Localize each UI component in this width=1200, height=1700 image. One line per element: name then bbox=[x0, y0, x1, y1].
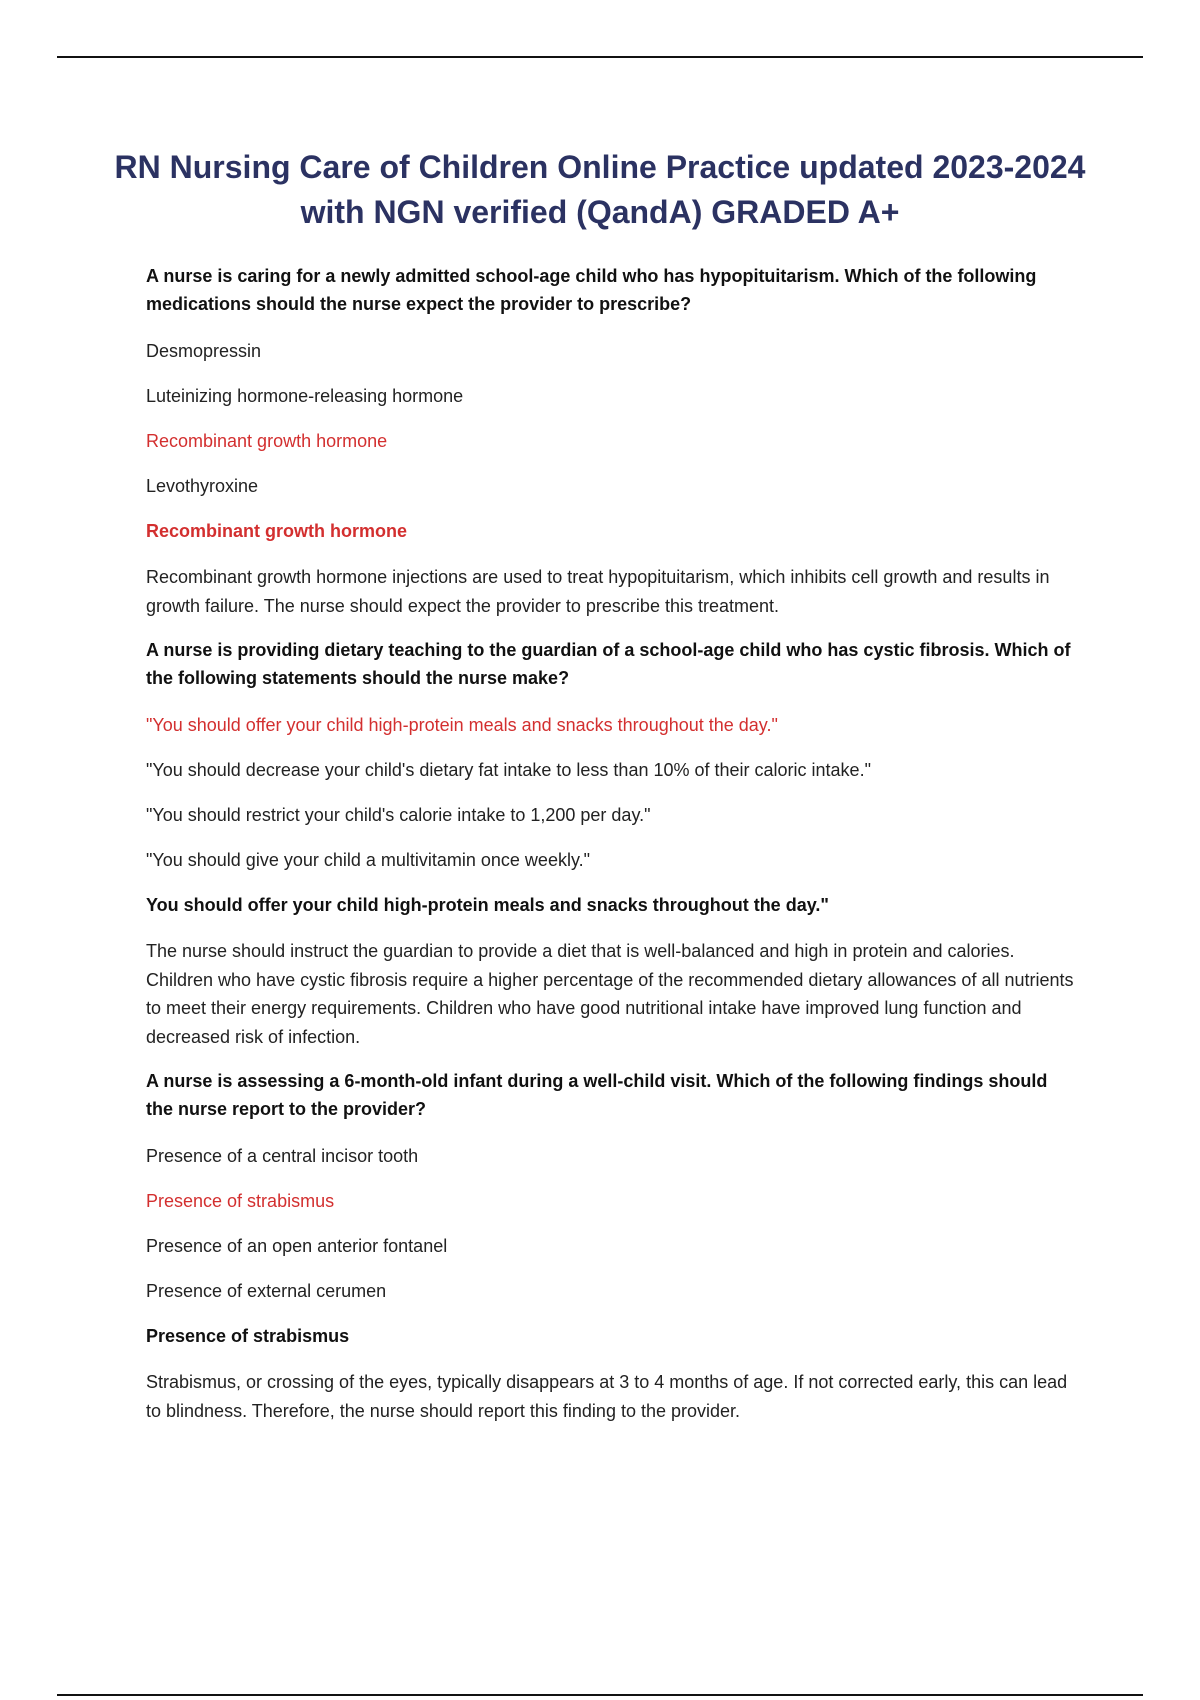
rationale-text: Recombinant growth hormone injections are used to treat hypopituitarism, which inhibits cell growth and results in growth failure. The nurse should expect the provider to prescribe this treatment. bbox=[146, 567, 1050, 616]
question-block-3 bbox=[146, 1067, 1076, 1425]
answer-option: Presence of external cerumen bbox=[146, 1281, 387, 1301]
correct-answer: Recombinant growth hormone bbox=[146, 521, 407, 541]
answer-option: "You should give your child a multivitamin once weekly." bbox=[146, 850, 591, 870]
bottom-rule bbox=[57, 1694, 1143, 1696]
answer-option: Desmopressin bbox=[146, 341, 262, 361]
question-block-1 bbox=[146, 262, 1076, 620]
question-text: A nurse is providing dietary teaching to the guardian of a school-age child who has cystic fibrosis. Which of the following statements should the nurse make? bbox=[146, 640, 1071, 688]
document-title: RN Nursing Care of Children Online Practice updated 2023-2024 with NGN verified (QandA) GRADED A+ bbox=[114, 149, 1086, 230]
answer-option-correct: Presence of strabismus bbox=[146, 1191, 335, 1211]
rationale-text: Strabismus, or crossing of the eyes, typically disappears at 3 to 4 months of age. If not corrected early, this can lead to blindness. Therefore, the nurse should report this finding to the provider. bbox=[146, 1372, 1068, 1421]
correct-answer: Presence of strabismus bbox=[146, 1326, 350, 1346]
top-rule bbox=[57, 56, 1143, 58]
answer-option: Presence of an open anterior fontanel bbox=[146, 1236, 448, 1256]
correct-answer: You should offer your child high-protein meals and snacks throughout the day." bbox=[146, 895, 829, 915]
answer-option: Luteinizing hormone-releasing hormone bbox=[146, 386, 464, 406]
answer-option-correct: Recombinant growth hormone bbox=[146, 431, 388, 451]
rationale-text: The nurse should instruct the guardian to provide a diet that is well-balanced and high in protein and calories. Children who have cystic fibrosis require a higher percentage of the recommended dietary allowances of all nutrients to meet their energy requirements. Children who have good nutritional intake have improved lung function and decreased risk of infection. bbox=[146, 941, 1074, 1047]
question-text: A nurse is caring for a newly admitted school-age child who has hypopituitarism. Which of the following medications should the nurse expect the provider to prescribe? bbox=[146, 266, 1037, 314]
document-body bbox=[146, 262, 1076, 1441]
question-text: A nurse is assessing a 6-month-old infant during a well-child visit. Which of the following findings should the nurse report to the provider? bbox=[146, 1071, 1048, 1119]
answer-option: "You should restrict your child's calorie intake to 1,200 per day." bbox=[146, 805, 651, 825]
question-block-2 bbox=[146, 636, 1076, 1051]
answer-option: "You should decrease your child's dietary fat intake to less than 10% of their caloric intake." bbox=[146, 760, 871, 780]
answer-option: Levothyroxine bbox=[146, 476, 259, 496]
answer-option: Presence of a central incisor tooth bbox=[146, 1146, 419, 1166]
answer-option-correct: "You should offer your child high-protein meals and snacks throughout the day." bbox=[146, 715, 778, 735]
